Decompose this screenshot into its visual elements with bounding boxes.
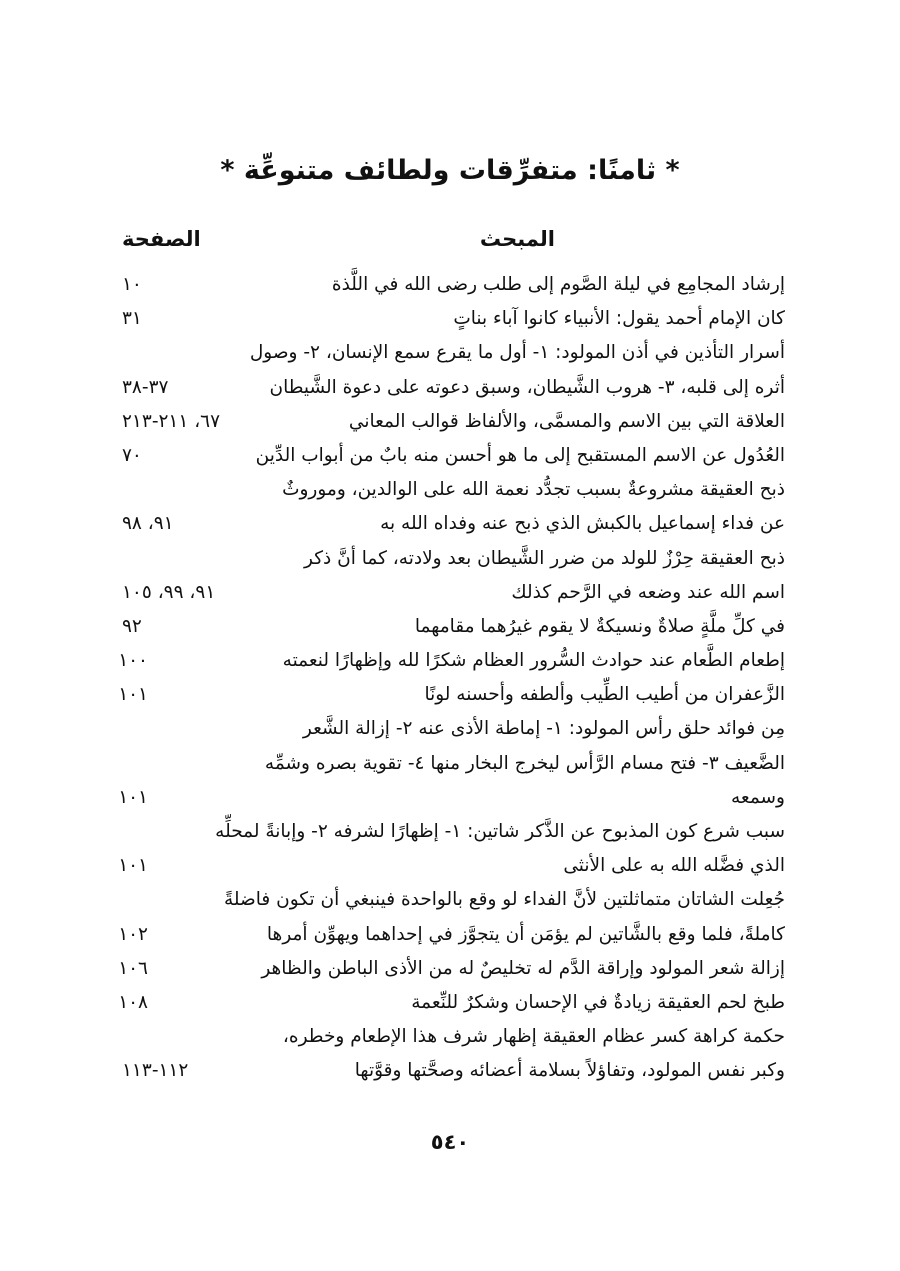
entry-text: في كلِّ ملَّةٍ صلاةٌ ونسيكةٌ لا يقوم غيرُهما مقامهما (414, 615, 785, 637)
index-line (118, 952, 785, 986)
index-line (122, 473, 785, 507)
index-line (122, 405, 785, 439)
entry-text: مِن فوائد حلق رأس المولود: ١- إماطة الأذى عنه ٢- إزالة الشَّعر (302, 718, 785, 740)
entry-page: ٩٢ (122, 615, 142, 637)
entry-text: إطعام الطَّعام عند حوادث السُّرور العظام شكرًا لله وإظهارًا لنعمته (282, 650, 785, 672)
entry-page: ١٠ (122, 274, 142, 295)
entry-text: كاملةً، فلما وقع بالشَّاتين لم يؤمَن أن يتجوَّز في إحداهما ويهوِّن أمرها (266, 923, 785, 945)
index-line (122, 302, 785, 336)
index-line (118, 678, 785, 712)
entry-text: أسرار التأذين في أذن المولود: ١- أول ما يقرع سمع الإنسان، ٢- وصول (249, 342, 785, 364)
page-number: ٥٤٠ (430, 1130, 470, 1154)
entry-text: ذبح العقيقة مشروعةٌ بسبب تجدُّد نعمة الله على الوالدين، وموروثٌ (282, 479, 785, 501)
index-line (118, 918, 785, 952)
section-title: * ثامنًا: متفرِّقات ولطائف متنوعِّة * (220, 155, 680, 186)
index-line (122, 1020, 785, 1054)
entry-text: العلاقة التي بين الاسم والمسمَّى، والألفاظ قوالب المعاني (348, 410, 785, 432)
entry-page: ١٠١ (118, 855, 148, 877)
index-line (122, 712, 785, 746)
entry-text: ذبح العقيقة حِرْزٌ للولد من ضرر الشَّيطان بعد ولادته، كما أنَّ ذكر (304, 547, 785, 569)
index-line (122, 1054, 785, 1088)
entry-text: جُعِلت الشاتان متماثلتين لأنَّ الفداء لو وقع بالواحدة فينبغي أن تكون فاضلةً (224, 889, 785, 911)
entry-page: ١١٢-١١٣ (122, 1060, 189, 1082)
index-line (118, 644, 785, 678)
topic-column-header: المبحث (479, 227, 555, 251)
entry-text: أثره إلى قلبه، ٣- هروب الشَّيطان، وسبق دعوته على دعوة الشَّيطان (269, 376, 785, 398)
index-entries (118, 268, 785, 1089)
index-line (122, 268, 785, 302)
index-line (118, 781, 785, 815)
entry-page: ١٠٨ (118, 991, 148, 1013)
entry-page: ١٠١ (118, 684, 148, 706)
index-line (122, 542, 785, 576)
index-line (122, 576, 785, 610)
index-line (122, 883, 785, 917)
index-line (118, 849, 785, 883)
index-line (122, 747, 785, 781)
entry-text: الزَّعفران من أطيب الطِّيب وألطفه وأحسنه لونًا (424, 684, 785, 706)
entry-page: ١٠٠ (118, 650, 148, 672)
entry-text: حكمة كراهة كسر عظام العقيقة إظهار شرف هذا الإطعام وخطره، (282, 1026, 785, 1048)
entry-text: الضَّعيف ٣- فتح مسام الرَّأس ليخرج البخار منها ٤- تقوية بصره وشمِّه (264, 752, 785, 774)
entry-page: ١٠٢ (118, 923, 148, 945)
entry-text: العُدُول عن الاسم المستقبح إلى ما هو أحسن منه بابٌ من أبواب الدِّين (255, 444, 785, 466)
entry-text: وسمعه (731, 786, 785, 808)
index-line (122, 439, 785, 473)
entry-text: الذي فضَّله الله به على الأنثى (563, 855, 785, 877)
index-line (122, 610, 785, 644)
entry-text: اسم الله عند وضعه في الرَّحم كذلك (511, 581, 785, 603)
index-line (122, 815, 785, 849)
entry-text: وكبر نفس المولود، وتفاؤلاً بسلامة أعضائه وصحَّتها وقوَّتها (354, 1060, 785, 1082)
column-headers (122, 227, 785, 251)
index-line (122, 336, 785, 370)
index-line (122, 507, 785, 541)
entry-page: ٣١ (122, 308, 142, 330)
entry-text: إزالة شعر المولود وإراقة الدَّم له تخليصٌ له من الأذى الباطن والظاهر (261, 957, 785, 979)
entry-text: طبخ لحم العقيقة زيادةٌ في الإحسان وشكرٌ للنِّعمة (411, 991, 785, 1013)
entry-page: ٩١، ٩٩، ١٠٥ (122, 581, 216, 603)
entry-text: عن فداء إسماعيل بالكبش الذي ذبح عنه وفداه الله به (380, 513, 785, 535)
index-line (118, 986, 785, 1020)
index-line (122, 371, 785, 405)
entry-page: ٧٠ (122, 444, 142, 466)
page-column-header: الصفحة (122, 227, 201, 251)
entry-page: ٦٧، ٢١١-٢١٣ (122, 410, 221, 432)
entry-page: ٣٧-٣٨ (122, 376, 169, 398)
entry-text: إرشاد المجامِع في ليلة الصَّوم إلى طلب رضى الله في اللَّذة (331, 274, 785, 295)
entry-text: كان الإمام أحمد يقول: الأنبياء كانوا آباء بناتٍ (453, 308, 785, 330)
entry-text: سبب شرع كون المذبوح عن الذَّكر شاتين: ١- إظهارًا لشرفه ٢- وإبانةً لمحلِّه (215, 821, 785, 842)
entry-page: ١٠١ (118, 786, 148, 808)
entry-page: ٩١، ٩٨ (122, 513, 174, 535)
entry-page: ١٠٦ (118, 957, 148, 979)
